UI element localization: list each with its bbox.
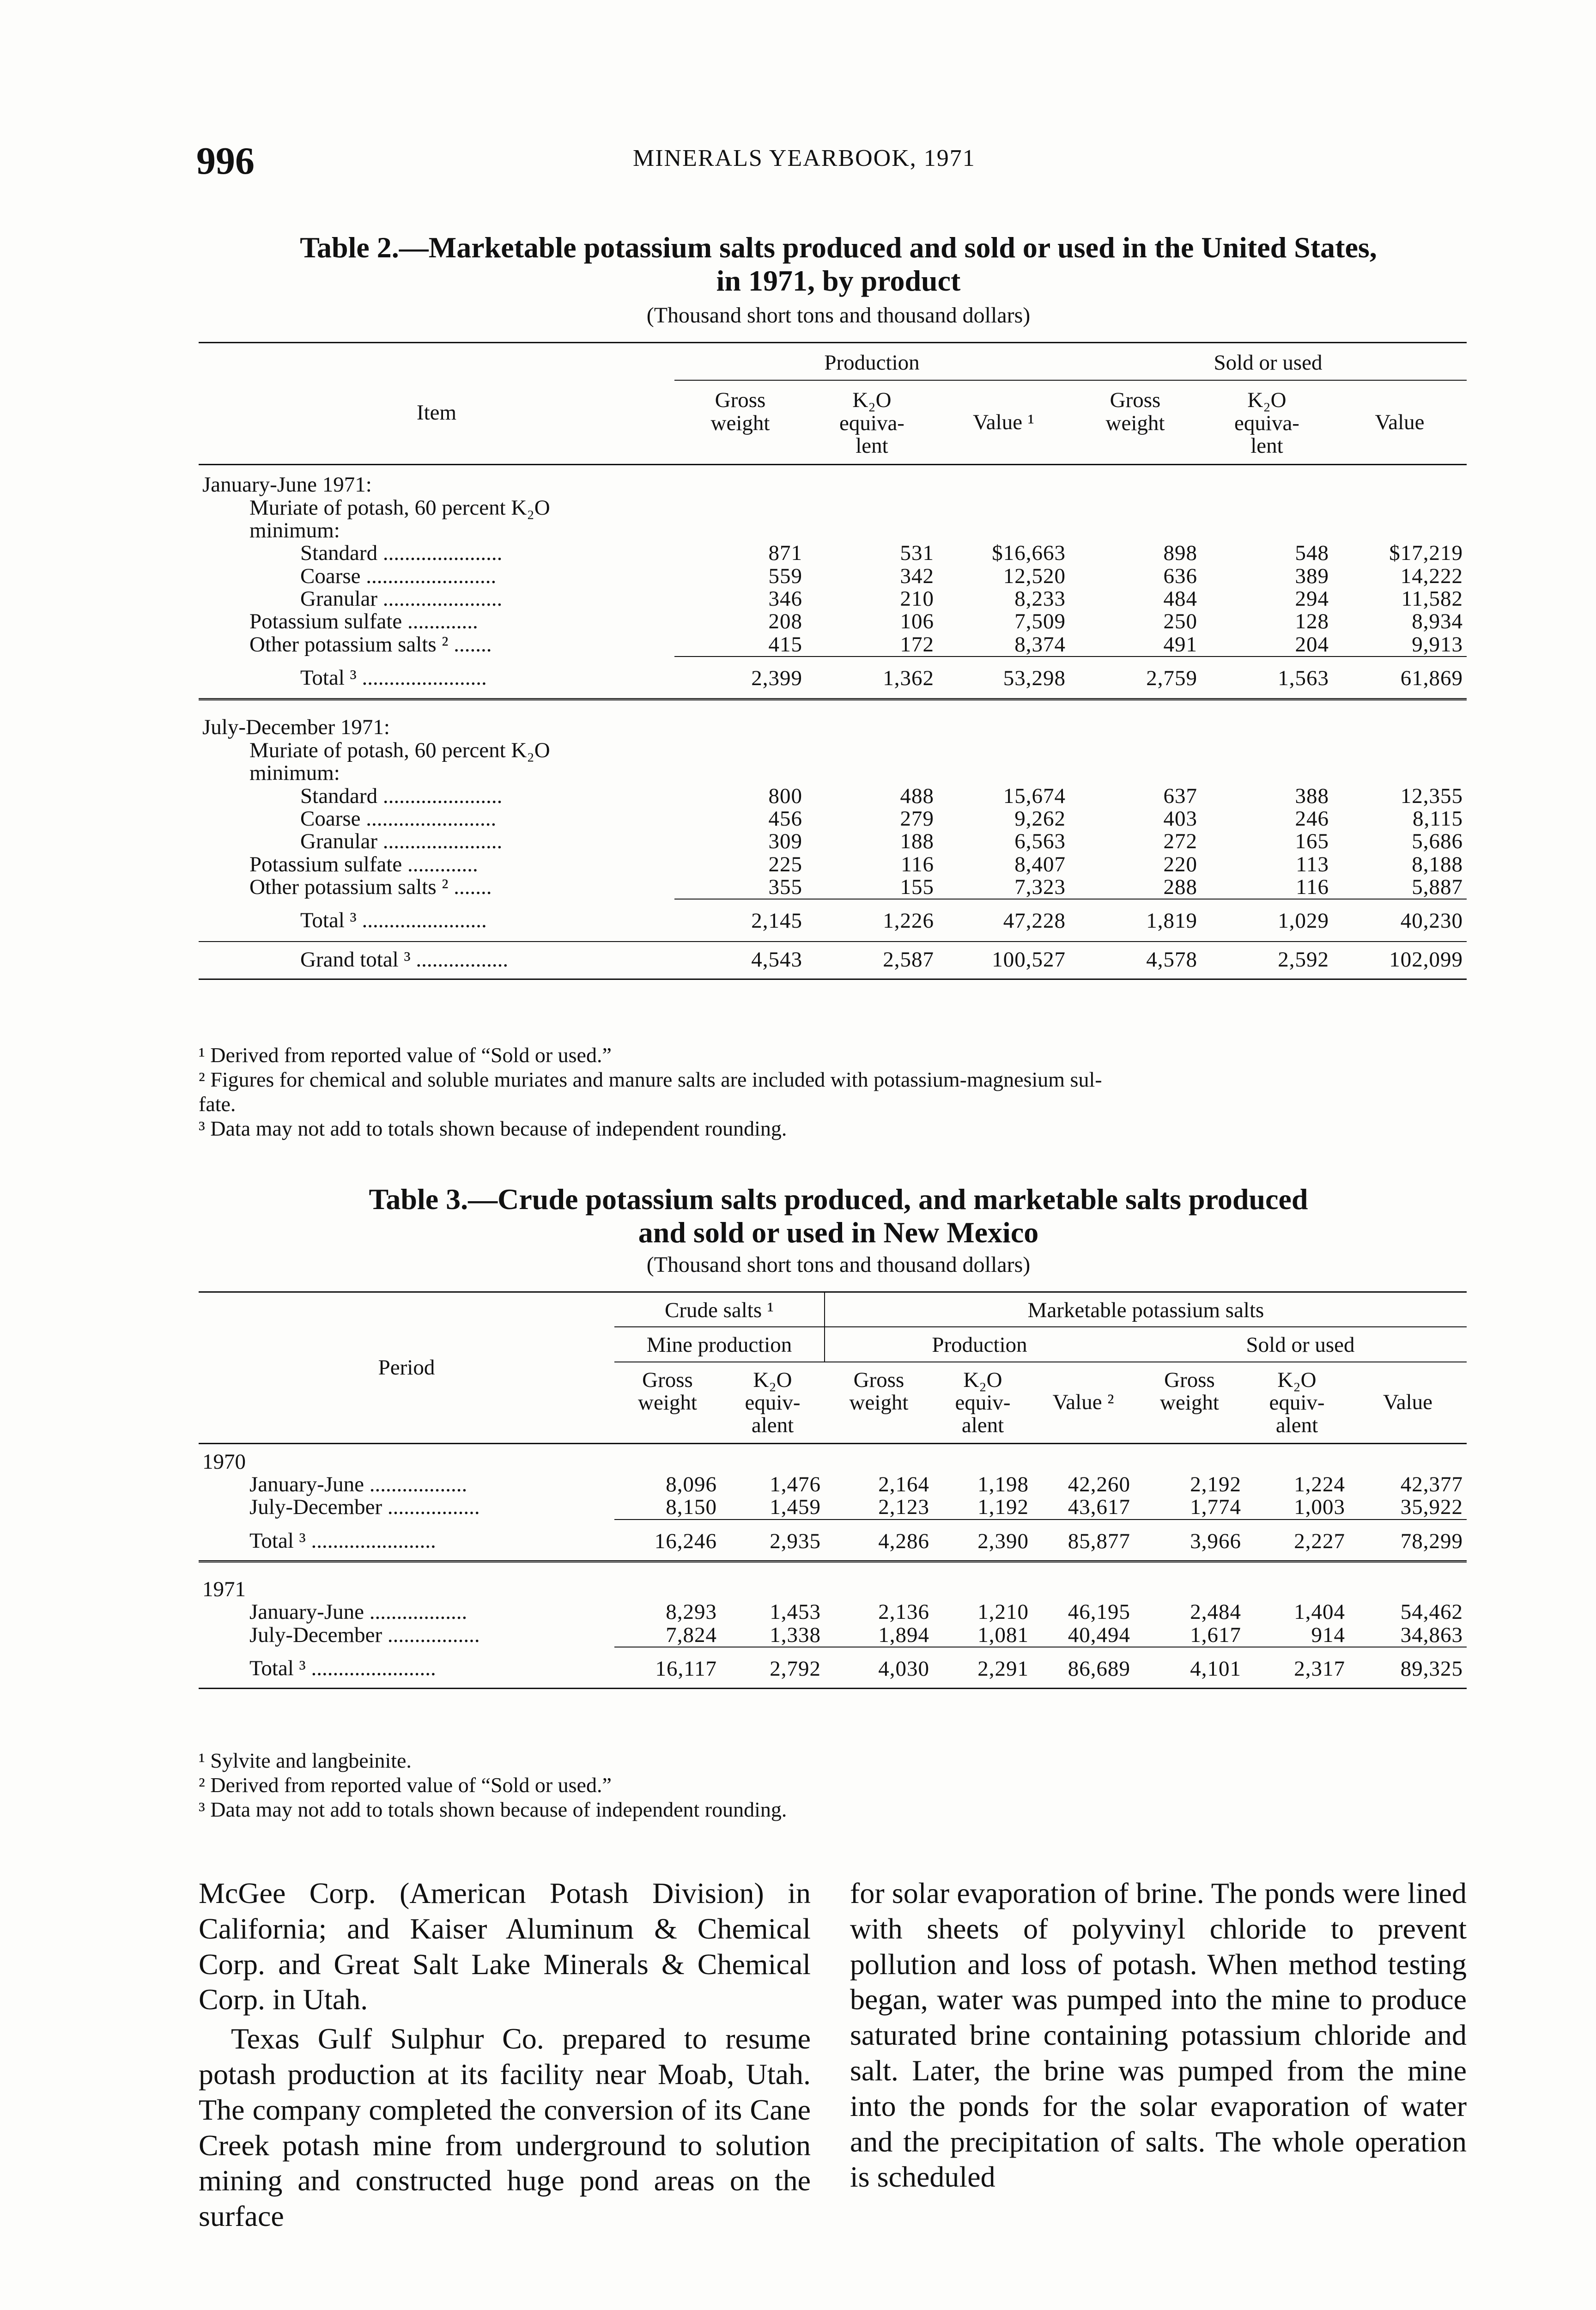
- header-gross-weight: Gross weight: [1160, 1368, 1219, 1415]
- cell-value: 1,224: [1294, 1472, 1345, 1497]
- cell-value: 1,459: [770, 1495, 821, 1520]
- empty-cell: [806, 465, 938, 497]
- empty-cell: [674, 762, 806, 784]
- empty-cell: [1333, 762, 1467, 784]
- cell-value: 1,338: [770, 1623, 821, 1647]
- cell-value: 1,617: [1190, 1623, 1241, 1647]
- total-value: 4,286: [825, 1520, 933, 1562]
- cell-value: 188: [900, 829, 934, 854]
- table-row: [199, 808, 1467, 830]
- cell-value: 5,887: [1412, 875, 1463, 899]
- cell-value: 7,824: [666, 1623, 717, 1647]
- total-value: 61,869: [1333, 657, 1467, 699]
- grand-total-value: 4,578: [1146, 947, 1197, 972]
- cell-value: 2,164: [878, 1472, 929, 1497]
- cell-value: 8,150: [666, 1495, 717, 1520]
- total-row: [199, 1647, 1467, 1689]
- cell-value: 204: [1295, 632, 1329, 657]
- empty-cell: [1069, 703, 1201, 739]
- header-k2o: K₂O equiv- alent: [955, 1368, 1011, 1438]
- empty-cell: [806, 762, 938, 784]
- header-production: Production: [825, 1327, 1134, 1362]
- total-value: 2,390: [933, 1520, 1032, 1562]
- empty-cell: [806, 519, 938, 542]
- total-row: [199, 1520, 1467, 1562]
- cell-value: 46,195: [1068, 1600, 1130, 1624]
- table-row: [199, 830, 1467, 853]
- empty-cell: [1349, 1443, 1467, 1473]
- empty-cell: [938, 703, 1069, 739]
- footnote: ² Derived from reported value of “Sold or used.”: [199, 1773, 612, 1797]
- grand-total-value: 102,099: [1389, 947, 1463, 972]
- group-label: Muriate of potash, 60 percent K₂O: [249, 738, 550, 762]
- table2: [199, 342, 1467, 980]
- total-value: 2,759: [1069, 657, 1201, 699]
- header-sold: Sold or used: [1069, 343, 1467, 381]
- paragraph: McGee Corp. (American Potash Division) in California; and Kaiser Aluminum & Chemical Corp. and Great Salt Lake Minerals & Chemical Corp. in Utah.: [199, 1877, 811, 2016]
- cell-value: 488: [900, 784, 934, 808]
- cell-value: 2,123: [878, 1495, 929, 1520]
- header-k2o: K₂O equiva- lent: [1234, 388, 1299, 458]
- cell-value: 225: [768, 852, 802, 876]
- row-label: Granular ......................: [300, 829, 503, 854]
- cell-value: 12,355: [1400, 784, 1463, 808]
- cell-value: 7,323: [1014, 875, 1066, 899]
- table3-title: [199, 1183, 1478, 1249]
- header-value: Value ²: [1052, 1390, 1114, 1415]
- footnote: ³ Data may not add to totals shown because of independent rounding.: [199, 1116, 787, 1140]
- cell-value: 309: [768, 829, 802, 854]
- cell-value: 1,198: [977, 1472, 1029, 1497]
- empty-cell: [674, 519, 806, 542]
- cell-value: 11,582: [1401, 587, 1463, 611]
- year-label: 1971: [202, 1577, 246, 1602]
- header-value: Value: [1375, 410, 1425, 434]
- cell-value: 7,509: [1014, 609, 1066, 634]
- divider-line: [199, 699, 1467, 704]
- total-value: 40,230: [1333, 899, 1467, 941]
- cell-value: 1,476: [770, 1472, 821, 1497]
- row-label: January-June ..................: [249, 1472, 467, 1497]
- empty-cell: [1201, 519, 1333, 542]
- total-value: 1,563: [1201, 657, 1333, 699]
- table-row: [199, 1601, 1467, 1623]
- empty-cell: [721, 1443, 825, 1473]
- grand-total-row: [199, 945, 1467, 979]
- body-left-column: [199, 1876, 811, 2234]
- cell-value: 8,233: [1014, 587, 1066, 611]
- cell-value: 15,674: [1003, 784, 1066, 808]
- grand-total-value: 2,587: [883, 947, 934, 972]
- empty-cell: [1069, 762, 1201, 784]
- cell-value: 220: [1163, 852, 1197, 876]
- table-row: [199, 542, 1467, 565]
- header-production: Production: [674, 343, 1069, 381]
- cell-value: 210: [900, 587, 934, 611]
- cell-value: 106: [900, 609, 934, 634]
- cell-value: 8,374: [1014, 632, 1066, 657]
- cell-value: 531: [900, 541, 934, 565]
- empty-cell: [1069, 739, 1201, 762]
- cell-value: 6,563: [1014, 829, 1066, 854]
- header-gross-weight: Gross weight: [638, 1368, 697, 1415]
- cell-value: 871: [768, 541, 802, 565]
- divider-line: [199, 942, 1467, 945]
- empty-cell: [1134, 1564, 1245, 1601]
- total-value: 2,227: [1245, 1520, 1349, 1562]
- total-value: 2,792: [721, 1647, 825, 1689]
- footnote: ² Figures for chemical and soluble muriates and manure salts are included with potassium-magnesium sul-: [199, 1067, 1102, 1091]
- cell-value: 636: [1163, 564, 1197, 588]
- cell-value: 8,293: [666, 1600, 717, 1624]
- cell-value: 2,192: [1190, 1472, 1241, 1497]
- empty-cell: [938, 519, 1069, 542]
- empty-cell: [1333, 703, 1467, 739]
- group-label: minimum:: [249, 518, 340, 543]
- cell-value: 272: [1163, 829, 1197, 854]
- total-label: Total ³ .......................: [300, 908, 487, 933]
- total-value: 86,689: [1032, 1647, 1134, 1689]
- cell-value: 898: [1163, 541, 1197, 565]
- header-value: Value ¹: [973, 410, 1034, 434]
- empty-cell: [1245, 1564, 1349, 1601]
- footnote: ¹ Sylvite and langbeinite.: [199, 1749, 412, 1772]
- empty-cell: [806, 739, 938, 762]
- header-mine: Mine production: [614, 1327, 825, 1362]
- row-label: July-December .................: [249, 1623, 480, 1647]
- cell-value: 43,617: [1068, 1495, 1130, 1520]
- empty-cell: [1349, 1564, 1467, 1601]
- table2-title-line1: Table 2.—Marketable potassium salts produced and sold or used in the United States,: [300, 231, 1377, 264]
- row-label: Standard ......................: [300, 541, 503, 565]
- table3-units: (Thousand short tons and thousand dollars): [646, 1252, 1031, 1277]
- cell-value: 800: [768, 784, 802, 808]
- table2-title-line2: in 1971, by product: [716, 264, 961, 297]
- running-head: MINERALS YEARBOOK, 1971: [633, 145, 976, 171]
- row-label: Granular ......................: [300, 587, 503, 611]
- footnote: ³ Data may not add to totals shown because of independent rounding.: [199, 1797, 787, 1821]
- empty-cell: [1333, 739, 1467, 762]
- total-value: 1,029: [1201, 899, 1333, 941]
- row-label: July-December .................: [249, 1495, 480, 1520]
- empty-cell: [1333, 497, 1467, 519]
- cell-value: 346: [768, 587, 802, 611]
- total-value: 85,877: [1032, 1520, 1134, 1562]
- cell-value: 128: [1295, 609, 1329, 634]
- cell-value: 172: [900, 632, 934, 657]
- grand-total-label: Grand total ³ .................: [300, 947, 509, 972]
- paragraph: Texas Gulf Sulphur Co. prepared to resume potash production at its facility near Moab, Utah. The company completed the conversion of its Cane Creek potash mine from underground to solution mining and constructed huge pond areas on the surface: [199, 2022, 811, 2233]
- total-value: 4,101: [1134, 1647, 1245, 1689]
- header-item: Item: [416, 401, 457, 425]
- table2-title: [199, 231, 1478, 297]
- header-crude: Crude salts ¹: [614, 1292, 825, 1327]
- total-value: 16,117: [614, 1647, 721, 1689]
- empty-cell: [1134, 1443, 1245, 1473]
- period-label: January-June 1971:: [202, 473, 372, 497]
- table2-footnotes: [199, 1043, 1474, 1141]
- total-value: 2,145: [674, 899, 806, 941]
- cell-value: 1,894: [878, 1623, 929, 1647]
- page-number: 996: [196, 140, 255, 182]
- cell-value: 9,262: [1014, 806, 1066, 831]
- cell-value: 208: [768, 609, 802, 634]
- empty-cell: [1333, 465, 1467, 497]
- total-value: 47,228: [938, 899, 1069, 941]
- table-row: [199, 785, 1467, 808]
- footnote: fate.: [199, 1092, 236, 1116]
- cell-value: 250: [1163, 609, 1197, 634]
- empty-cell: [1032, 1443, 1134, 1473]
- empty-cell: [806, 497, 938, 519]
- header-gross-weight: Gross weight: [1105, 388, 1165, 435]
- empty-cell: [1245, 1443, 1349, 1473]
- cell-value: 9,913: [1412, 632, 1463, 657]
- row-label: Other potassium salts ² .......: [249, 632, 492, 657]
- total-value: 3,966: [1134, 1520, 1245, 1562]
- cell-value: 116: [1296, 875, 1329, 899]
- empty-cell: [825, 1443, 933, 1473]
- row-label: Other potassium salts ² .......: [249, 875, 492, 899]
- cell-value: 548: [1295, 541, 1329, 565]
- total-value: 2,317: [1245, 1647, 1349, 1689]
- total-value: 1,362: [806, 657, 938, 699]
- cell-value: 8,934: [1412, 609, 1463, 634]
- total-value: 53,298: [938, 657, 1069, 699]
- cell-value: 355: [768, 875, 802, 899]
- header-sold: Sold or used: [1134, 1327, 1467, 1362]
- empty-cell: [1201, 739, 1333, 762]
- empty-cell: [806, 703, 938, 739]
- cell-value: 246: [1295, 806, 1329, 831]
- cell-value: 637: [1163, 784, 1197, 808]
- cell-value: 42,260: [1068, 1472, 1130, 1497]
- total-value: 16,246: [614, 1520, 721, 1562]
- empty-cell: [1201, 465, 1333, 497]
- table2-units: (Thousand short tons and thousand dollars): [646, 303, 1031, 328]
- cell-value: 8,188: [1412, 852, 1463, 876]
- cell-value: 1,210: [977, 1600, 1029, 1624]
- cell-value: 456: [768, 806, 802, 831]
- cell-value: 1,192: [977, 1495, 1029, 1520]
- empty-cell: [1069, 519, 1201, 542]
- cell-value: 294: [1295, 587, 1329, 611]
- cell-value: 288: [1163, 875, 1197, 899]
- cell-value: 35,922: [1400, 1495, 1463, 1520]
- table-row: [199, 1496, 1467, 1519]
- table3-title-line1: Table 3.—Crude potassium salts produced, and marketable salts produced: [369, 1183, 1308, 1216]
- header-marketable: Marketable potassium salts: [825, 1292, 1467, 1327]
- total-value: 89,325: [1349, 1647, 1467, 1689]
- cell-value: 342: [900, 564, 934, 588]
- table-row: [199, 565, 1467, 588]
- cell-value: 1,774: [1190, 1495, 1241, 1520]
- header-gross-weight: Gross weight: [849, 1368, 909, 1415]
- cell-value: 279: [900, 806, 934, 831]
- total-value: 1,819: [1069, 899, 1201, 941]
- header-k2o: K₂O equiva- lent: [839, 388, 904, 458]
- empty-cell: [1333, 519, 1467, 542]
- cell-value: $16,663: [992, 541, 1066, 565]
- empty-cell: [674, 703, 806, 739]
- cell-value: 388: [1295, 784, 1329, 808]
- cell-value: 54,462: [1400, 1600, 1463, 1624]
- total-value: 2,399: [674, 657, 806, 699]
- cell-value: 8,115: [1412, 806, 1463, 831]
- empty-cell: [1032, 1564, 1134, 1601]
- empty-cell: [1069, 465, 1201, 497]
- cell-value: 2,484: [1190, 1600, 1241, 1624]
- cell-value: 389: [1295, 564, 1329, 588]
- cell-value: 34,863: [1400, 1623, 1463, 1647]
- group-label: Muriate of potash, 60 percent K₂O: [249, 495, 550, 520]
- body-right-column: [850, 1876, 1467, 2195]
- empty-cell: [1069, 497, 1201, 519]
- empty-cell: [674, 739, 806, 762]
- empty-cell: [933, 1443, 1032, 1473]
- grand-total-value: 4,543: [751, 947, 802, 972]
- cell-value: 1,081: [977, 1623, 1029, 1647]
- empty-cell: [614, 1443, 721, 1473]
- cell-value: 491: [1163, 632, 1197, 657]
- empty-cell: [1201, 497, 1333, 519]
- total-row: [199, 899, 1467, 941]
- total-value: 1,226: [806, 899, 938, 941]
- year-label: 1970: [202, 1449, 246, 1474]
- paragraph: for solar evaporation of brine. The ponds were lined with sheets of polyvinyl chloride to prevent pollution and loss of potash. When method testing began, water was pumped into the mine to produce saturated brine containing potassium chloride and salt. Later, the brine was pumped from the mine into the ponds for the solar evaporation of water and the precipitation of salts. The whole operation is scheduled: [850, 1877, 1467, 2194]
- cell-value: 40,494: [1068, 1623, 1130, 1647]
- table-row: [199, 1473, 1467, 1496]
- table-row: [199, 588, 1467, 610]
- cell-value: 415: [768, 632, 802, 657]
- empty-cell: [938, 762, 1069, 784]
- total-value: 2,935: [721, 1520, 825, 1562]
- empty-cell: [674, 465, 806, 497]
- row-label: Standard ......................: [300, 784, 503, 808]
- empty-cell: [938, 739, 1069, 762]
- cell-value: 165: [1295, 829, 1329, 854]
- empty-cell: [938, 465, 1069, 497]
- empty-cell: [674, 497, 806, 519]
- cell-value: 1,404: [1294, 1600, 1345, 1624]
- cell-value: 5,686: [1412, 829, 1463, 854]
- header-k2o: K₂O equiv- alent: [745, 1368, 801, 1438]
- cell-value: 914: [1311, 1623, 1345, 1647]
- total-label: Total ³ .......................: [249, 1656, 436, 1681]
- cell-value: 2,136: [878, 1600, 929, 1624]
- divider: [199, 699, 1467, 704]
- table-row: [199, 1624, 1467, 1647]
- cell-value: 1,003: [1294, 1495, 1345, 1520]
- cell-value: 116: [901, 852, 934, 876]
- grand-total-value: 100,527: [992, 947, 1066, 972]
- header-period: Period: [378, 1355, 435, 1380]
- total-value: 78,299: [1349, 1520, 1467, 1562]
- table3-title-line2: and sold or used in New Mexico: [638, 1216, 1039, 1249]
- header-gross-weight: Gross weight: [710, 388, 770, 435]
- empty-cell: [825, 1564, 933, 1601]
- cell-value: 113: [1296, 852, 1329, 876]
- table3: [199, 1291, 1467, 1689]
- cell-value: 8,407: [1014, 852, 1066, 876]
- cell-value: 1,453: [770, 1600, 821, 1624]
- total-value: 4,030: [825, 1647, 933, 1689]
- cell-value: $17,219: [1389, 541, 1463, 565]
- cell-value: 559: [768, 564, 802, 588]
- empty-cell: [933, 1564, 1032, 1601]
- row-label: Potassium sulfate .............: [249, 852, 478, 876]
- row-label: January-June ..................: [249, 1600, 467, 1624]
- total-label: Total ³ .......................: [300, 666, 487, 690]
- total-value: 2,291: [933, 1647, 1032, 1689]
- table3-footnotes: [199, 1749, 1474, 1822]
- table-row: [199, 876, 1467, 899]
- header-k2o: K₂O equiv- alent: [1269, 1368, 1325, 1438]
- cell-value: 12,520: [1003, 564, 1066, 588]
- header-value: Value: [1383, 1390, 1432, 1415]
- empty-cell: [1201, 762, 1333, 784]
- total-row: [199, 657, 1467, 699]
- footnote: ¹ Derived from reported value of “Sold or used.”: [199, 1043, 612, 1067]
- cell-value: 155: [900, 875, 934, 899]
- cell-value: 42,377: [1400, 1472, 1463, 1497]
- divider: [199, 942, 1467, 945]
- empty-cell: [721, 1564, 825, 1601]
- empty-cell: [1201, 703, 1333, 739]
- row-label: Coarse ........................: [300, 564, 497, 588]
- cell-value: 8,096: [666, 1472, 717, 1497]
- period-label: July-December 1971:: [202, 715, 390, 740]
- table-row: [199, 853, 1467, 876]
- cell-value: 14,222: [1400, 564, 1463, 588]
- group-label: minimum:: [249, 761, 340, 785]
- table-row: [199, 633, 1467, 657]
- row-label: Potassium sulfate .............: [249, 609, 478, 634]
- table-row: [199, 610, 1467, 633]
- grand-total-value: 2,592: [1278, 947, 1329, 972]
- empty-cell: [614, 1564, 721, 1601]
- row-label: Coarse ........................: [300, 806, 497, 831]
- empty-cell: [938, 497, 1069, 519]
- total-label: Total ³ .......................: [249, 1528, 436, 1553]
- cell-value: 403: [1163, 806, 1197, 831]
- cell-value: 484: [1163, 587, 1197, 611]
